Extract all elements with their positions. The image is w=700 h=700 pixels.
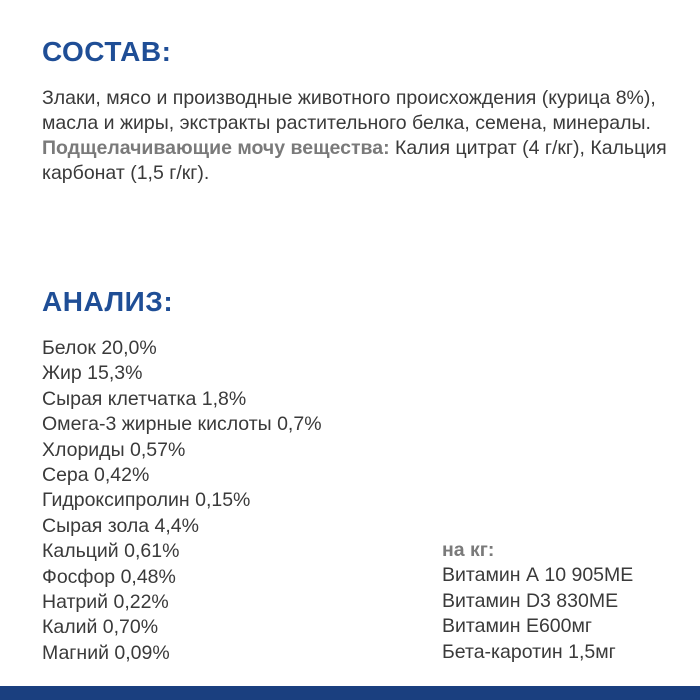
per-kg-list <box>442 563 633 665</box>
analysis-item: Гидроксипролин 0,15% <box>42 489 251 512</box>
analysis-item: Хлориды 0,57% <box>42 438 186 461</box>
analysis-item: Сырая зола 4,4% <box>42 514 199 537</box>
analysis-item: Сера 0,42% <box>42 464 150 487</box>
analysis-item: Омега-3 жирные кислоты 0,7% <box>42 413 322 436</box>
analysis-heading: АНАЛИЗ: <box>42 286 174 317</box>
analysis-item: Калий 0,70% <box>42 616 159 639</box>
analysis-item: Сырая клетчатка 1,8% <box>42 387 247 410</box>
per-kg-item: Витамин Е600мг <box>442 615 593 638</box>
analysis-item: Белок 20,0% <box>42 337 157 359</box>
composition-text: Злаки, мясо и производные животного происхождения (курица 8%), масла и жиры, экстракты растительного белка, семена, минералы. <box>42 87 656 134</box>
per-kg-block <box>442 538 633 665</box>
alkalizing-label: Подщелачивающие мочу вещества: <box>42 137 390 159</box>
analysis-item: Жир 15,3% <box>42 362 143 385</box>
analysis-item: Кальций 0,61% <box>42 540 180 563</box>
analysis-list <box>42 336 322 666</box>
analysis-item: Магний 0,09% <box>42 641 170 664</box>
composition-heading: СОСТАВ: <box>42 36 172 67</box>
alkalizing-text: Калия цитрат (4 г/кг), Кальция карбонат (1,5 г/кг). <box>42 137 667 184</box>
bottom-bar <box>0 686 700 700</box>
per-kg-label: на кг: <box>442 539 495 561</box>
analysis-item: Натрий 0,22% <box>42 591 169 614</box>
analysis-item: Фосфор 0,48% <box>42 565 176 588</box>
per-kg-item: Витамин D3 830МЕ <box>442 589 619 612</box>
per-kg-item: Бета-каротин 1,5мг <box>442 640 616 663</box>
composition-text-block <box>42 86 682 186</box>
per-kg-item: Витамин А 10 905МЕ <box>442 564 634 587</box>
